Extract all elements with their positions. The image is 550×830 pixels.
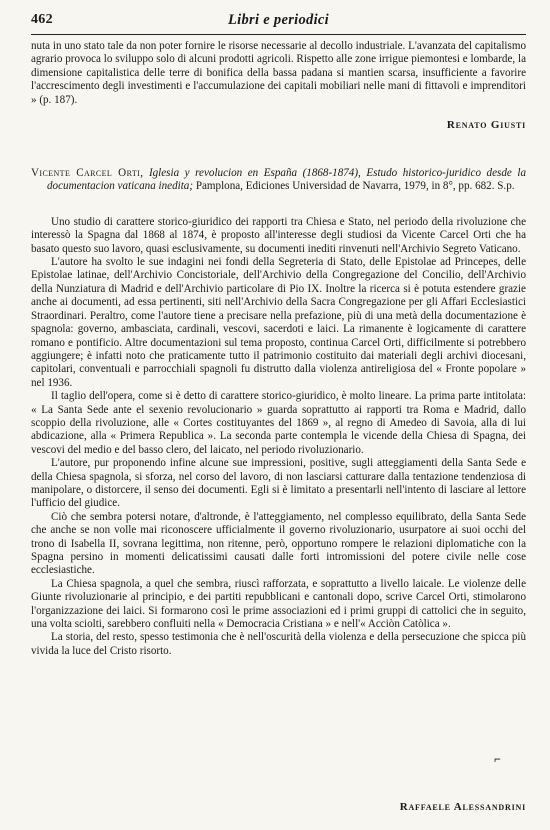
review-continuation: nuta in uno stato tale da non poter fornire le risorse necessarie al decollo industriale. L'avanzata del capitalismo agrario provoca lo sviluppo solo di alcuni prodotti agricoli. Rispetto alle zone irrigue piemontesi e lombarde, la dimensione capitalistica delle terre di bonifica della bassa padana si mantien scarsa, insufficiente a favorire l'accrescimento degli investimenti e l'accumulazione dei capitali mobiliari nelle mani di fittavoli e imprenditori » (p. 187). (31, 40, 526, 106)
printer-mark-icon: ⌐ (494, 752, 501, 766)
page-header (31, 12, 526, 34)
review-paragraph: L'autore ha svolto le sue indagini nei fondi della Segreteria di Stato, delle Epistolae ad Princepes, delle Epistolae latinae, dell'Archivio Concistoriale, dell'Archivio della Congregazione del Concilio, dell'Archivio della Nunziatura di Madrid e dell'Archivio particolare di Pio IX. Inoltre la ricerca si è potuta estendere grazie anche ai documenti, ad essa pertinenti, siti nell'Archivio della Sacra Congregazione per gli Affari Ecclesiastici Straordinari. Peraltro, come l'autore tiene a precisare nella prefazione, più di una metà della documentazione è spagnola: governo, ambasciata, cardinali, vescovi, sacerdoti e laici. La rimanente è logicamente di carattere romano e pontificio. Altre documentazioni sul tema proposto, continua Carcel Orti, difficilmente si potrebbero aggiungere; è infatti noto che praticamente tutto il patrimonio costituito dai materiali degli archivi diocesani, capitolari, conventuali e parrocchiali spagnoli fu distrutto dalla violenza antireligiosa del « Fronte popolare » nel 1936. (31, 256, 526, 389)
reviewer-signature: Raffaele Alessandrini (399, 801, 526, 813)
book-citation (31, 167, 526, 194)
review-paragraph: L'autore, pur proponendo infine alcune sue impressioni, positive, sugli atteggiamenti della Santa Sede e della Chiesa spagnola, si sforza, nel corso del lavoro, di non lasciarsi catturare dalla tentazione tendenziosa di manipolare, o distorcere, il senso dei documenti. Egli si è limitato a presentarli nell'intento di lasciare al lettore l'ufficio del giudice. (31, 457, 526, 510)
book-title: Iglesia y revolucion en España (1868-1874), Estudo historico-juridico desde la documentacion vaticana inedita; (47, 167, 526, 193)
reviewer-signature: Renato Giusti (446, 119, 526, 132)
page-content (31, 40, 526, 658)
header-rule (31, 34, 526, 35)
review-paragraph: Ciò che sembra potersi notare, d'altronde, è l'atteggiamento, nel complesso equilibrato, della Santa Sede che anche se non volle mai riconoscere ufficialmente il governo rivoluzionario, usurpatore ai suoi occhi del trono di Isabella II, sovrana legittima, non ritenne, però, opportuno rompere le relazioni diplomatiche con la Spagna persino in momenti delicatissimi causati dalle forti intromissioni del potere civile nelle cose ecclesiastiche. (31, 510, 526, 577)
review-paragraph: La Chiesa spagnola, a quel che sembra, riuscì rafforzata, e soprattutto a livello laicale. Le violenze delle Giunte rivoluzionarie al principio, e dei partiti repubblicani e cantonali dopo, scrive Carcel Orti, stimolarono l'organizzazione dei laici. Si formarono così le prime associazioni ed i primi gruppi di cattolici che in seguito, una volta sciolti, sarebbero confluiti nella « Democracia Cristiana » e nell'« Acciòn Catòlica ». (31, 577, 526, 631)
book-publication: Pamplona, Ediciones Universidad de Navarra, 1979, in 8°, pp. 682. S.p. (195, 180, 515, 193)
review-paragraph: La storia, del resto, spesso testimonia che è nell'oscurità della violenza e della persecuzione che spicca più vivida la luce del Cristo risorto. (31, 631, 526, 657)
review-paragraph: Il taglio dell'opera, come si è detto di carattere storico-giuridico, è molto lineare. La prima parte intitolata: « La Santa Sede ante el sexenio revolucionario » guarda soprattutto ai rapporti tra Roma e Madrid, dallo scoppio della rivoluzione, alle « Cortes costituyantes del 1869 », al regno di Amedeo di Savoia, alla di lui abdicazione, alla « Primera Republica ». La seconda parte contempla le vicende della Chiesa di Spagna, dei vescovi del medio e del basso clero, del laicato, nel periodo rivoluzionario. (31, 390, 526, 456)
running-title: Libri e periodici (228, 12, 329, 28)
book-author: Vicente Carcel Orti, (31, 167, 144, 180)
page-number: 462 (31, 12, 53, 27)
review-paragraph: Uno studio di carattere storico-giuridico dei rapporti tra Chiesa e Stato, nel periodo della rivoluzione che interessò la Spagna dal 1868 al 1874, è proposto all'interesse degli studiosi da Vicente Carcel Orti che ha basato questo suo lavoro, quasi esclusivamente, su documenti inediti rinvenuti nell'Archivio Segreto Vaticano. (31, 215, 526, 255)
